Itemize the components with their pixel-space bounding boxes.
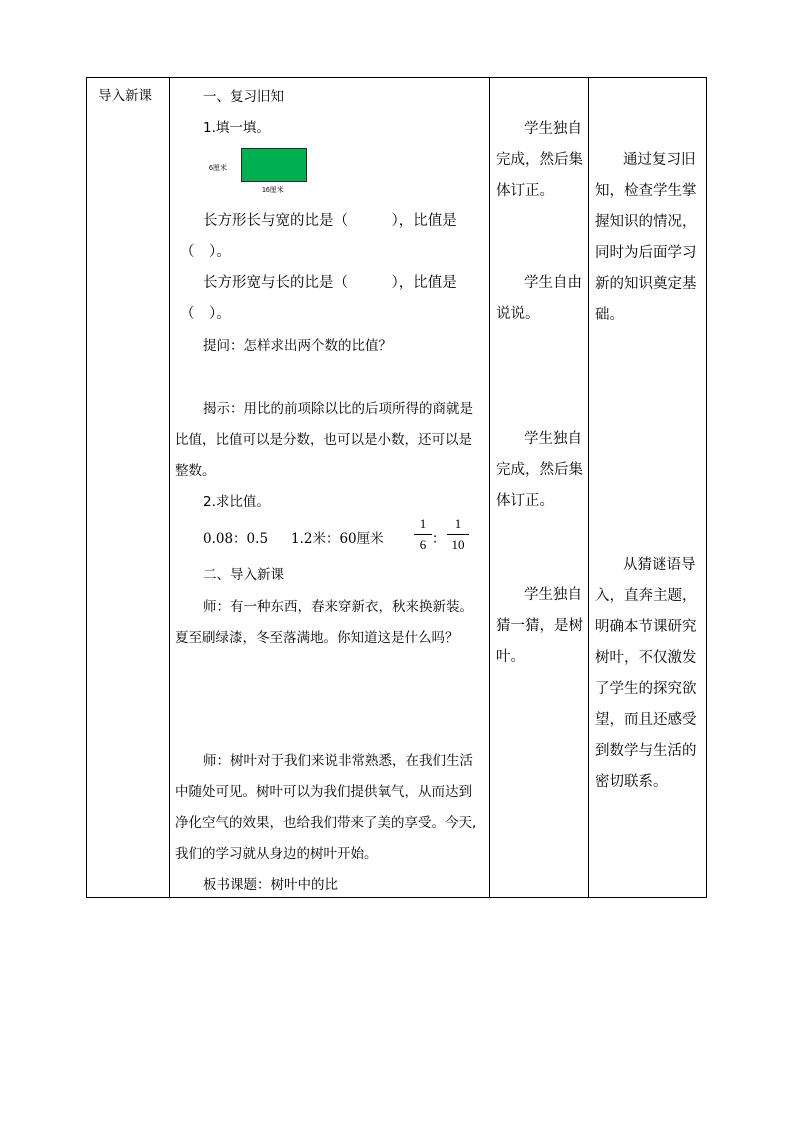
question-prompt: 提问：怎样求出两个数的比值？ <box>203 338 392 354</box>
rect-length-label: 16厘米 <box>262 187 284 194</box>
design-intent-1-line-4: 同时为后面学习 <box>595 245 697 261</box>
reveal-line-3: 整数。 <box>175 463 216 479</box>
student-activity-3-line-2: 完成，然后集 <box>496 462 583 478</box>
design-intent-1-line-6: 础。 <box>595 307 624 323</box>
fraction-bar <box>414 534 432 535</box>
teacher-riddle-line-2: 夏至刷绿漆，冬至落满地。你知道这是什么吗？ <box>175 630 459 646</box>
ratio-2: 1.2米：60厘米 <box>291 531 384 547</box>
column-divider <box>169 78 170 897</box>
student-activity-2-line-2: 说说。 <box>496 306 540 322</box>
teacher-intro-line-1: 师：树叶对于我们来说非常熟悉，在我们生活 <box>203 753 473 769</box>
design-intent-2-line-5: 了学生的探究欲 <box>595 681 697 697</box>
board-title: 板书课题：树叶中的比 <box>203 877 338 893</box>
design-intent-2-line-6: 望，而且还感受 <box>595 712 697 728</box>
student-activity-1-line-1: 学生独自 <box>524 121 582 137</box>
student-activity-3-line-1: 学生独自 <box>524 431 582 447</box>
student-activity-4-line-3: 叶。 <box>496 649 525 665</box>
fraction-2-denominator: 10 <box>451 537 465 552</box>
fraction-2-numerator: 1 <box>454 516 462 531</box>
design-intent-1-line-3: 握知识的情况， <box>595 214 697 230</box>
teacher-intro-line-4: 我们的学习就从身边的树叶开始。 <box>175 846 378 862</box>
q1b-line-2: （ ）。 <box>180 306 231 322</box>
teacher-intro-line-3: 净化空气的效果，也给我们带来了美的享受。今天, <box>175 815 477 831</box>
student-activity-4-line-1: 学生独自 <box>524 587 582 603</box>
student-activity-2-line-1: 学生自由 <box>524 275 582 291</box>
reveal-line-2: 比值，比值可以是分数，也可以是小数，还可以是 <box>175 432 472 448</box>
question-1-label: 1.填一填。 <box>203 120 270 136</box>
row-label: 导入新课 <box>98 88 152 104</box>
design-intent-1-line-2: 知，检查学生掌 <box>595 183 697 199</box>
design-intent-1-line-1: 通过复习旧 <box>623 152 696 168</box>
rect-width-label: 6厘米 <box>209 165 227 172</box>
design-intent-1-line-5: 新的知识奠定基 <box>595 276 697 292</box>
design-intent-2-line-7: 到数学与生活的 <box>595 743 697 759</box>
design-intent-2-line-2: 入，直奔主题， <box>595 588 697 604</box>
fraction-bar <box>447 534 469 535</box>
q1a-line-1: 长方形长与宽的比是（ ），比值是 <box>203 213 457 229</box>
fraction-2 <box>447 516 469 553</box>
question-2-label: 2.求比值。 <box>203 494 270 510</box>
fraction-1-denominator: 6 <box>419 537 427 552</box>
student-activity-1-line-3: 体订正。 <box>496 183 554 199</box>
student-activity-3-line-3: 体订正。 <box>496 493 554 509</box>
reveal-line-1: 揭示：用比的前项除以比的后项所得的商就是 <box>203 401 473 417</box>
student-activity-4-line-2: 猜一猜，是树 <box>496 618 583 634</box>
ratio-1: 0.08：0.5 <box>203 531 269 547</box>
column-divider <box>588 78 589 897</box>
teacher-intro-line-2: 中随处可见。树叶可以为我们提供氧气，从而达到 <box>175 784 472 800</box>
design-intent-2-line-4: 树叶，不仅激发 <box>595 650 697 666</box>
design-intent-2-line-3: 明确本节课研究 <box>595 619 697 635</box>
green-rectangle-figure <box>241 148 307 182</box>
student-activity-1-line-2: 完成，然后集 <box>496 152 583 168</box>
q1a-line-2: （ ）。 <box>180 244 231 260</box>
fraction-1-numerator: 1 <box>419 516 427 531</box>
design-intent-2-line-1: 从猜谜语导 <box>623 557 696 573</box>
section-2-title: 二、导入新课 <box>203 567 284 583</box>
fraction-1 <box>414 516 432 553</box>
design-intent-2-line-8: 密切联系。 <box>595 774 668 790</box>
section-1-title: 一、复习旧知 <box>203 89 284 105</box>
q1b-line-1: 长方形宽与长的比是（ ），比值是 <box>203 275 457 291</box>
teacher-riddle-line-1: 师：有一种东西，春来穿新衣，秋来换新装。 <box>203 599 473 615</box>
fraction-colon: ： <box>432 531 446 547</box>
column-divider <box>489 78 490 897</box>
